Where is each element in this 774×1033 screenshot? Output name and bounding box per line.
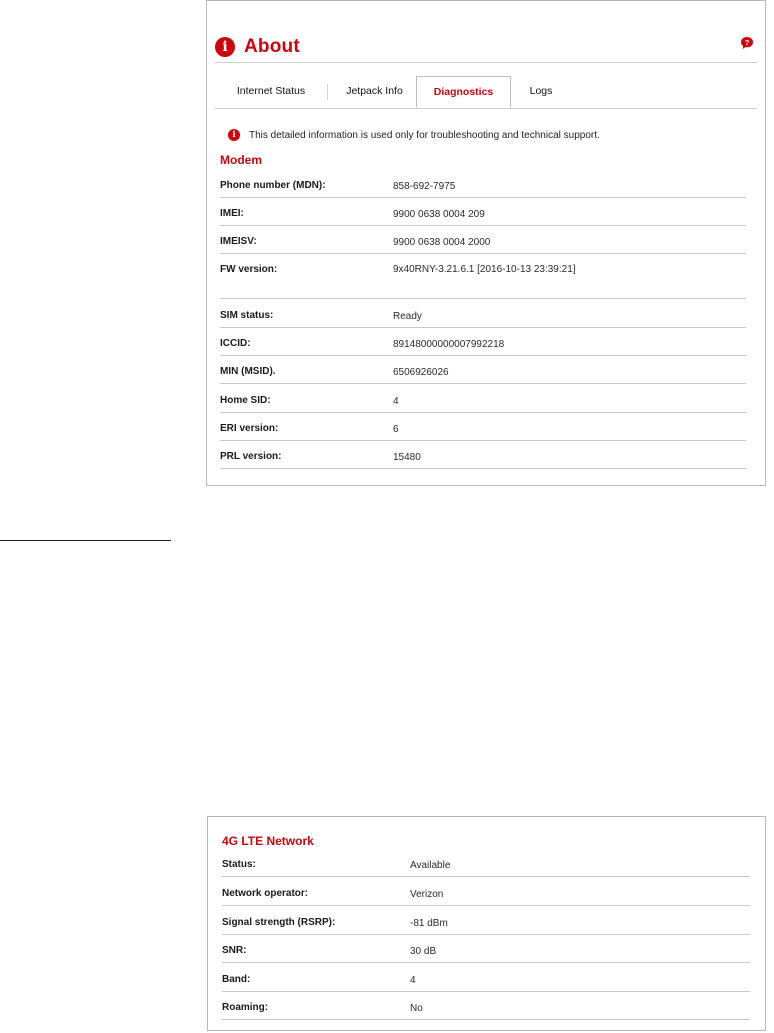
- notice-text: This detailed information is used only for troubleshooting and technical support.: [249, 129, 600, 141]
- row-value: Available: [410, 860, 451, 871]
- row-label: Status:: [222, 859, 256, 870]
- table-row: [222, 963, 750, 992]
- row-value: 15480: [393, 452, 421, 463]
- row-label: ICCID:: [220, 338, 251, 349]
- row-value: 858-692-7975: [393, 181, 456, 192]
- modem-section-title: Modem: [220, 153, 262, 167]
- row-label: PRL version:: [220, 451, 282, 462]
- row-value: 9900 0638 0004 2000: [393, 237, 491, 248]
- row-label: MIN (MSID).: [220, 366, 276, 377]
- lte-table: [222, 851, 750, 1020]
- tab-diagnostics[interactable]: Diagnostics: [416, 76, 511, 108]
- info-icon: i: [228, 129, 240, 141]
- lte-panel: [207, 816, 766, 1031]
- row-value: 4: [410, 975, 416, 986]
- row-label: Phone number (MDN):: [220, 180, 326, 191]
- table-row: [220, 226, 746, 254]
- page-header: [215, 33, 300, 61]
- tab-bar: [215, 75, 757, 109]
- tab-logs[interactable]: Logs: [529, 85, 553, 97]
- page-title: About: [244, 36, 300, 57]
- row-value: 6506926026: [393, 367, 449, 378]
- row-label: SIM status:: [220, 310, 274, 321]
- row-label: SNR:: [222, 945, 247, 956]
- svg-text:?: ?: [744, 38, 750, 47]
- about-panel: [206, 0, 766, 486]
- table-row: [220, 254, 746, 299]
- help-bubble-icon[interactable]: [740, 36, 754, 50]
- table-row: [220, 172, 746, 198]
- tab-internet-status[interactable]: Internet Status: [236, 85, 306, 97]
- row-value: 6: [393, 424, 399, 435]
- row-label: FW version:: [220, 264, 278, 275]
- row-value: 4: [393, 396, 399, 407]
- row-value: -81 dBm: [410, 918, 448, 929]
- row-value: No: [410, 1003, 423, 1014]
- table-row: [220, 328, 746, 356]
- tab-jetpack-info[interactable]: Jetpack Info: [346, 85, 403, 97]
- row-label: Home SID:: [220, 395, 271, 406]
- row-value: Verizon: [410, 889, 444, 900]
- row-label: Signal strength (RSRP):: [222, 917, 336, 928]
- row-label: Network operator:: [222, 888, 309, 899]
- table-row: [222, 935, 750, 963]
- row-value: 9900 0638 0004 209: [393, 209, 485, 220]
- row-value: 9x40RNY-3.21.6.1 [2016-10-13 23:39:21]: [393, 264, 576, 275]
- lte-section-title: 4G LTE Network: [222, 834, 314, 848]
- table-row: [222, 992, 750, 1020]
- info-icon: i: [215, 37, 235, 57]
- row-value: 89148000000007992218: [393, 339, 505, 350]
- divider-line: [0, 540, 171, 541]
- notice: [228, 129, 600, 141]
- modem-table: [220, 172, 746, 469]
- row-value: Ready: [393, 311, 422, 322]
- header-divider: [215, 62, 757, 63]
- row-label: IMEI:: [220, 208, 244, 219]
- table-row: [222, 906, 750, 935]
- table-row: [222, 877, 750, 906]
- table-row: [220, 441, 746, 469]
- row-label: Roaming:: [222, 1002, 269, 1013]
- row-value: 30 dB: [410, 946, 437, 957]
- table-row: [220, 198, 746, 226]
- row-label: Band:: [222, 974, 251, 985]
- table-row: [220, 413, 746, 441]
- row-label: ERI version:: [220, 423, 279, 434]
- table-row: [220, 384, 746, 413]
- table-row: [220, 299, 746, 328]
- table-row: [222, 851, 750, 877]
- row-label: IMEISV:: [220, 236, 257, 247]
- table-row: [220, 356, 746, 384]
